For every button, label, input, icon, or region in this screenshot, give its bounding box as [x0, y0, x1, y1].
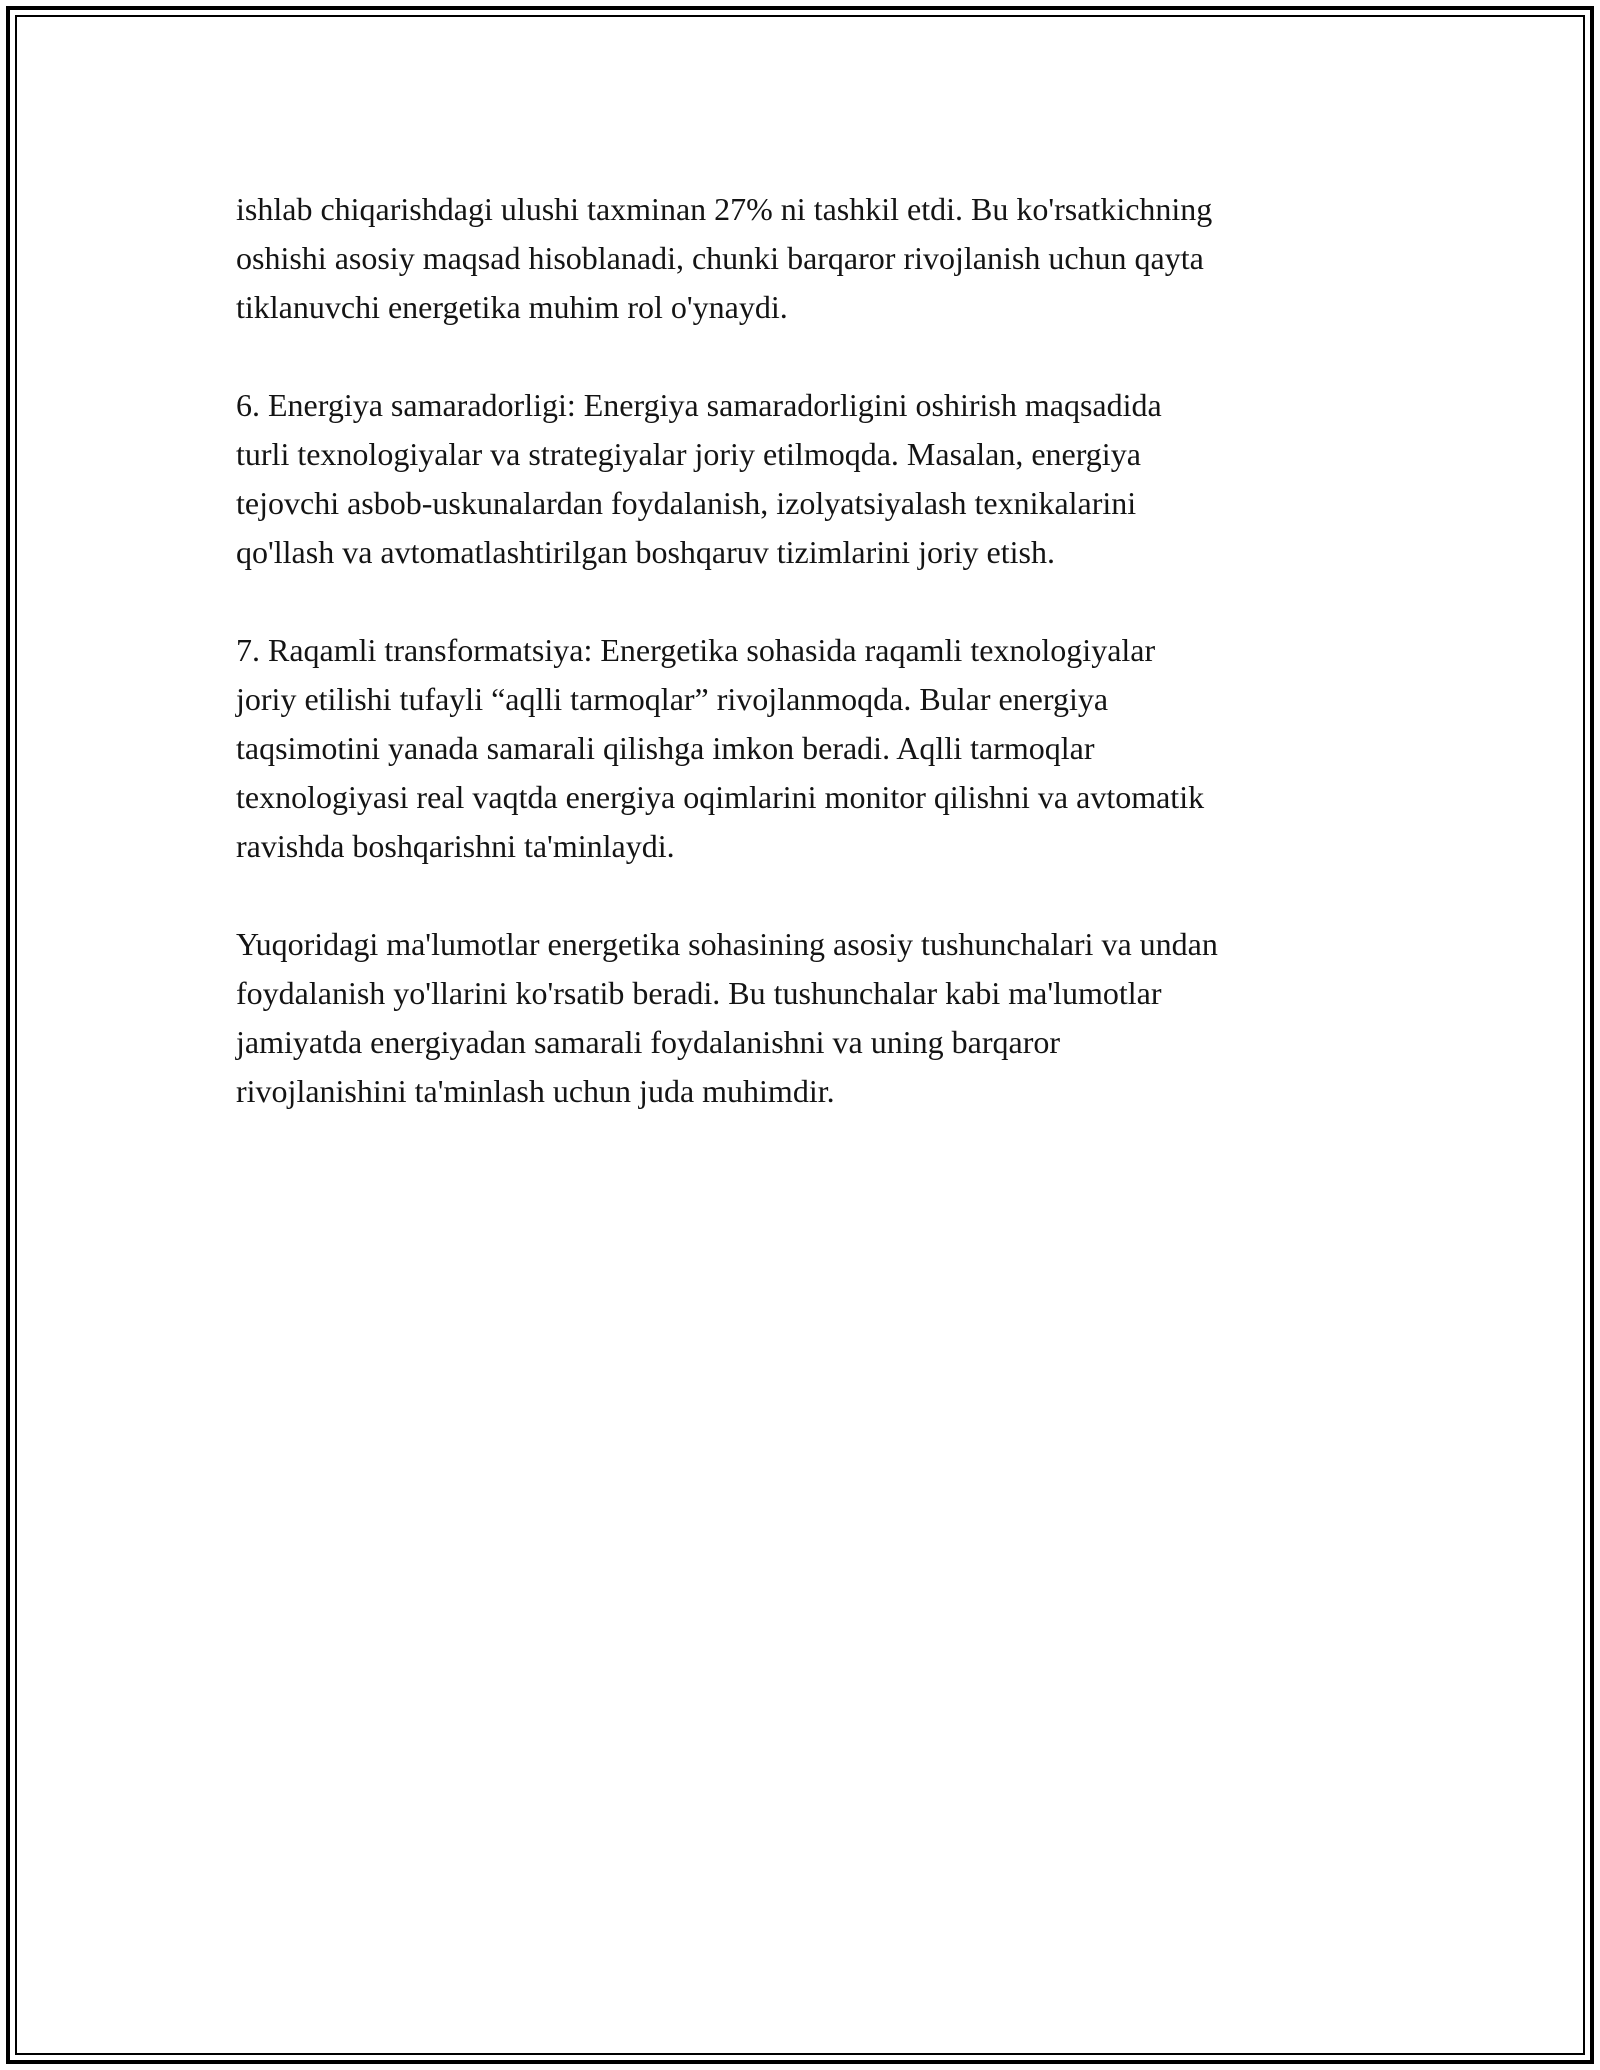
text-line: turli texnologiyalar va strategiyalar joriy etilmoqda. Masalan, energiya	[236, 436, 1141, 472]
text-line: qo'llash va avtomatlashtirilgan boshqaruv tizimlarini joriy etish.	[236, 534, 1055, 570]
paragraph-renewable-share	[236, 185, 1386, 332]
text-line: foydalanish yo'llarini ko'rsatib beradi. Bu tushunchalar kabi ma'lumotlar	[236, 975, 1162, 1011]
paragraph-conclusion	[236, 920, 1386, 1116]
text-line: ravishda boshqarishni ta'minlaydi.	[236, 828, 675, 864]
text-line: 6. Energiya samaradorligi: Energiya samaradorligini oshirish maqsadida	[236, 387, 1162, 423]
document-body	[236, 185, 1386, 1165]
text-line: oshishi asosiy maqsad hisoblanadi, chunki barqaror rivojlanish uchun qayta	[236, 240, 1204, 276]
text-line: texnologiyasi real vaqtda energiya oqimlarini monitor qilishni va avtomatik	[236, 779, 1205, 815]
text-line: jamiyatda energiyadan samarali foydalanishni va uning barqaror	[236, 1024, 1060, 1060]
text-line: Yuqoridagi ma'lumotlar energetika sohasining asosiy tushunchalari va undan	[236, 926, 1218, 962]
text-line: rivojlanishini ta'minlash uchun juda muhimdir.	[236, 1073, 835, 1109]
text-line: ishlab chiqarishdagi ulushi taxminan 27% ni tashkil etdi. Bu ko'rsatkichning	[236, 191, 1213, 227]
text-line: taqsimotini yanada samarali qilishga imkon beradi. Aqlli tarmoqlar	[236, 730, 1095, 766]
text-line: joriy etilishi tufayli “aqlli tarmoqlar” rivojlanmoqda. Bular energiya	[236, 681, 1109, 717]
paragraph-digital-transformation	[236, 626, 1386, 871]
paragraph-energy-efficiency	[236, 381, 1386, 577]
text-line: 7. Raqamli transformatsiya: Energetika sohasida raqamli texnologiyalar	[236, 632, 1156, 668]
text-line: tiklanuvchi energetika muhim rol o'ynaydi.	[236, 289, 788, 325]
text-line: tejovchi asbob-uskunalardan foydalanish, izolyatsiyalash texnikalarini	[236, 485, 1137, 521]
